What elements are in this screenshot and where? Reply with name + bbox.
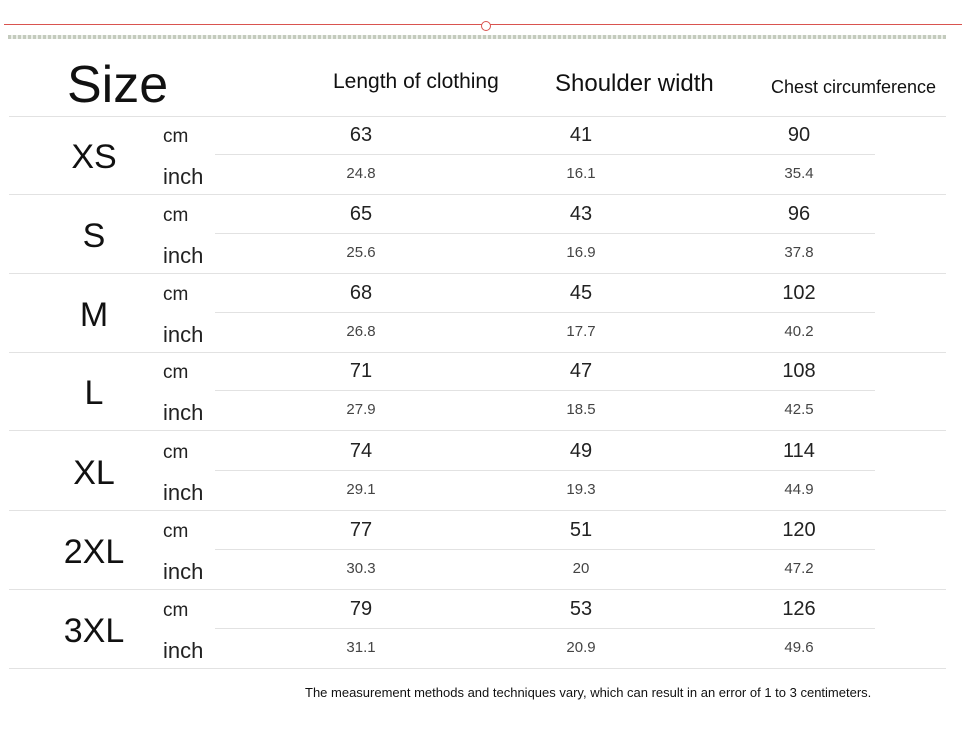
stitch-border (8, 35, 946, 39)
row-divider (9, 116, 946, 117)
size-header: Size (67, 56, 169, 114)
cm-value: 68 (349, 282, 373, 304)
inch-value: 19.3 (566, 481, 596, 498)
unit-cm-label: cm (163, 126, 189, 147)
cm-value: 51 (569, 519, 593, 541)
inch-value: 44.9 (784, 481, 814, 498)
inch-value: 16.1 (566, 165, 596, 182)
size-label: 2XL (63, 533, 125, 571)
cm-value: 96 (787, 203, 811, 225)
cm-value: 120 (782, 519, 816, 541)
column-header-length: Length of clothing (333, 70, 499, 93)
column-header-shoulder: Shoulder width (555, 70, 714, 97)
row-divider (9, 273, 946, 274)
size-label: M (79, 296, 109, 334)
row-divider (9, 589, 946, 590)
cm-value: 71 (349, 360, 373, 382)
inch-value: 42.5 (784, 401, 814, 418)
inch-value: 20.9 (566, 639, 596, 656)
cm-value: 65 (349, 203, 373, 225)
inch-value: 47.2 (784, 560, 814, 577)
subrow-divider (215, 312, 875, 313)
inch-value: 49.6 (784, 639, 814, 656)
unit-cm-label: cm (163, 442, 189, 463)
inch-value: 31.1 (346, 639, 376, 656)
row-divider (9, 510, 946, 511)
unit-inch-label: inch (163, 559, 204, 584)
row-divider (9, 668, 946, 669)
inch-value: 20 (572, 560, 590, 577)
cm-value: 43 (569, 203, 593, 225)
unit-cm-label: cm (163, 284, 189, 305)
unit-cm-label: cm (163, 205, 189, 226)
size-label: 3XL (63, 612, 125, 650)
cm-value: 108 (782, 360, 816, 382)
inch-value: 35.4 (784, 165, 814, 182)
cm-value: 45 (569, 282, 593, 304)
unit-inch-label: inch (163, 480, 204, 505)
size-label: XL (73, 454, 115, 492)
cm-value: 102 (782, 282, 816, 304)
subrow-divider (215, 233, 875, 234)
subrow-divider (215, 154, 875, 155)
unit-cm-label: cm (163, 362, 189, 383)
cm-value: 47 (569, 360, 593, 382)
size-label: XS (71, 138, 117, 176)
inch-value: 24.8 (346, 165, 376, 182)
inch-value: 25.6 (346, 244, 376, 261)
inch-value: 16.9 (566, 244, 596, 261)
cm-value: 74 (349, 440, 373, 462)
subrow-divider (215, 390, 875, 391)
cm-value: 114 (783, 440, 815, 462)
cm-value: 90 (787, 124, 811, 146)
inch-value: 29.1 (346, 481, 376, 498)
cm-value: 41 (569, 124, 593, 146)
unit-inch-label: inch (163, 243, 204, 268)
size-label: L (84, 374, 104, 412)
row-divider (9, 194, 946, 195)
cm-value: 126 (782, 598, 816, 620)
cm-value: 77 (349, 519, 373, 541)
cm-value: 79 (349, 598, 373, 620)
cm-value: 63 (349, 124, 373, 146)
inch-value: 26.8 (346, 323, 376, 340)
inch-value: 37.8 (784, 244, 814, 261)
unit-cm-label: cm (163, 600, 189, 621)
measurement-footnote: The measurement methods and techniques vary, which can result in an error of 1 to 3 centimeters. (305, 685, 872, 700)
inch-value: 17.7 (566, 323, 596, 340)
row-divider (9, 430, 946, 431)
unit-inch-label: inch (163, 322, 204, 347)
row-divider (9, 352, 946, 353)
cm-value: 49 (569, 440, 593, 462)
inch-value: 18.5 (566, 401, 596, 418)
unit-inch-label: inch (163, 400, 204, 425)
divider-marker (481, 21, 491, 31)
subrow-divider (215, 470, 875, 471)
size-label: S (82, 217, 106, 255)
cm-value: 53 (569, 598, 593, 620)
unit-cm-label: cm (163, 521, 189, 542)
unit-inch-label: inch (163, 164, 204, 189)
inch-value: 30.3 (346, 560, 376, 577)
inch-value: 27.9 (346, 401, 376, 418)
subrow-divider (215, 628, 875, 629)
unit-inch-label: inch (163, 638, 204, 663)
column-header-chest: Chest circumference (771, 77, 937, 97)
inch-value: 40.2 (784, 323, 814, 340)
subrow-divider (215, 549, 875, 550)
